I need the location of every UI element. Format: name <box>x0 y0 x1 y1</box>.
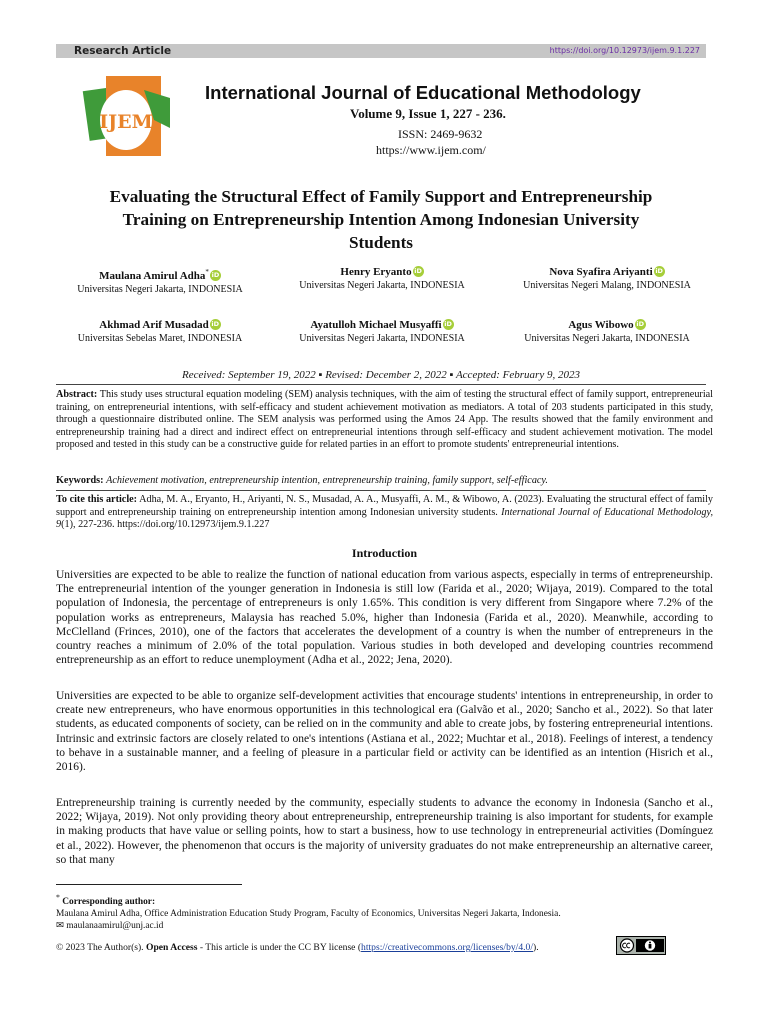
footnote-marker: * <box>56 893 60 902</box>
body-paragraph: Universities are expected to be able to organize self-development activities that encourage students' intentions in entrepreneurship, in order to create new entrepreneurs, who have enormous opportunities in this technological era (Galvão et al., 2020; Sancho et al., 2022). So that later students, as educated components of society, can be relied on in the community and able to create jobs, by fostering entrepreneurial intentions. Intrinsic and extrinsic factors are closely related to one's intentions (Astiana et al., 2022; Muchtar et al., 2018). Feelings of interest, a tendency to behave in a sustainable manner, and a feeling of pleasure in a particular field or activity can be identified as an intention (Hisrich et al., 2016). <box>56 690 713 774</box>
footnote-email[interactable]: maulanaamirul@unj.ac.id <box>66 921 164 932</box>
title-line: Students <box>349 233 413 252</box>
mail-icon: ✉ <box>56 921 64 932</box>
keywords <box>56 475 713 488</box>
article-title <box>56 185 706 254</box>
author-block <box>282 318 482 345</box>
open-access-label: Open Access <box>146 942 198 953</box>
article-type-label: Research Article <box>74 45 172 57</box>
divider <box>56 490 706 491</box>
orcid-icon[interactable]: iD <box>444 320 452 328</box>
keywords-label: Keywords: <box>56 475 104 486</box>
author-name: Maulana Amirul Adha <box>99 270 206 282</box>
author-name: Henry Eryanto <box>340 266 412 278</box>
author-name: Ayatulloh Michael Musyaffi <box>310 319 442 331</box>
journal-logo <box>66 68 176 168</box>
author-block <box>507 318 707 345</box>
author-block <box>282 265 482 292</box>
keywords-text: Achievement motivation, entrepreneurship intention, entrepreneurship training, family support, self-efficacy. <box>106 475 548 486</box>
author-name: Agus Wibowo <box>568 319 634 331</box>
author-affiliation: Universitas Negeri Malang, INDONESIA <box>523 280 691 291</box>
footnote <box>56 892 713 932</box>
footnote-label: Corresponding author: <box>62 897 156 908</box>
copyright: © 2023 The Author(s). <box>56 942 144 953</box>
section-heading: Introduction <box>351 546 418 560</box>
journal-website[interactable]: https://www.ijem.com/ <box>376 143 486 157</box>
citation <box>56 494 713 532</box>
author-block <box>60 318 260 345</box>
author-affiliation: Universitas Negeri Jakarta, INDONESIA <box>524 333 690 344</box>
orcid-icon[interactable]: iD <box>414 267 422 275</box>
author-name: Akhmad Arif Musadad <box>99 319 209 331</box>
license-footer <box>56 942 713 954</box>
cite-pages: (1), 227-236. https://doi.org/10.12973/ijem.9.1.227 <box>61 519 270 530</box>
orcid-icon[interactable]: iD <box>211 271 220 279</box>
license-text-end: ). <box>533 942 539 953</box>
abstract-label: Abstract: <box>56 389 98 400</box>
doi-link[interactable]: https://doi.org/10.12973/ijem.9.1.227 <box>549 46 700 55</box>
author-block <box>60 265 260 296</box>
license-link[interactable]: https://creativecommons.org/licenses/by/4.0/ <box>361 942 533 953</box>
author-name: Nova Syafira Ariyanti <box>549 266 653 278</box>
footnote-divider <box>56 884 242 885</box>
cite-label: To cite this article: <box>56 494 138 505</box>
orcid-icon[interactable]: iD <box>636 320 644 328</box>
author-affiliation: Universitas Negeri Jakarta, INDONESIA <box>299 333 465 344</box>
footnote-line: Maulana Amirul Adha, Office Administration Education Study Program, Faculty of Economics, Universitas Negeri Jakarta, Indonesia. <box>56 909 561 920</box>
journal-issn: ISSN: 2469-9632 <box>398 127 483 141</box>
title-line: Evaluating the Structural Effect of Family Support and Entrepreneurship <box>109 187 653 206</box>
cite-journal: International Journal of Educational Methodology, 9 <box>56 506 713 530</box>
journal-volume: Volume 9, Issue 1, 227 - 236. <box>350 106 506 121</box>
body-paragraph: Entrepreneurship training is currently needed by the community, especially students to advance the economy in Indonesia (Sancho et al., 2022; Wijaya, 2019). Not only providing theory about entrepreneurship, entrepreneurship training is also important for students, for example in making products that have value or selling points, how to start a business, how to use technology in entrepreneurial activities (Domínguez et al., 2022). However, the phenomenon that occurs is the majority of university graduates do not make entrepreneurship an alternative career, so that many <box>56 797 713 866</box>
journal-name: International Journal of Educational Methodology <box>205 82 641 103</box>
abstract-text: This study uses structural equation modeling (SEM) analysis techniques, with the aim of testing the structural effect of family support, entrepreneurial training, on entrepreneurial intentions, with self-efficacy and student achievement motivation as mediators. A total of 203 students participated in this study, through a questionnaire distributed online. The SEM analysis was performed using the Amos 24 App. The results showed that the family environment and entrepreneurship training had a direct and indirect effect on entrepreneurial intentions through self-efficacy and student achievement motivation. The model proposed and tested in this study can be a constructive guide for related parties in an effort to promote students' entrepreneurial intentions. <box>56 389 713 450</box>
body-paragraph: Universities are expected to be able to realize the function of national education from various aspects, especially in terms of entrepreneurship. The entrepreneurial intention of the younger generation in Indonesia is still low (Farida et al., 2020; Wijaya, 2019). Compared to the total population of Indonesia, the percentage of entrepreneurs is only 1.65%. This condition is very different from Singapore where 7.2% of the population works as entrepreneurs, Malaysia has reached 5.0%, higher than Indonesia (Farida et al., 2020). Meanwhile, according to McClelland (Frinces, 2010), one of the factors that accelerates the development of a country is when the number of entrepreneurs in the country reaches a minimum of 2.0% of the total population. Various studies in both developed and developing countries recommend entrepreneurship as an effort to reduce unemployment (Adha et al., 2022; Jena, 2020). <box>56 569 713 667</box>
author-block <box>507 265 707 292</box>
license-text: - This article is under the CC BY license ( <box>199 942 362 953</box>
cite-text: Adha, M. A., Eryanto, H., Ariyanti, N. S., Musadad, A. A., Musyaffi, A. M., & Wibowo, A. (2023). Evaluating the structural effect of family support and entrepreneurship training on entrepreneurship intention among Indonesian university students. <box>56 494 713 518</box>
abstract <box>56 389 713 452</box>
orcid-icon[interactable]: iD <box>211 320 220 328</box>
author-affiliation: Universitas Negeri Jakarta, INDONESIA <box>299 280 465 291</box>
title-line: Training on Entrepreneurship Intention Among Indonesian University <box>122 210 640 229</box>
corresponding-marker: * <box>205 268 209 276</box>
divider <box>56 384 706 385</box>
author-affiliation: Universitas Negeri Jakarta, INDONESIA <box>77 284 243 295</box>
author-affiliation: Universitas Sebelas Maret, INDONESIA <box>77 333 243 344</box>
received-dates: Received: September 19, 2022 ▪ Revised: December 2, 2022 ▪ Accepted: February 9, 2023 <box>182 369 580 381</box>
cc-by-badge[interactable] <box>616 936 666 955</box>
orcid-icon[interactable]: iD <box>655 267 663 275</box>
logo-text: IJEM <box>99 111 153 133</box>
